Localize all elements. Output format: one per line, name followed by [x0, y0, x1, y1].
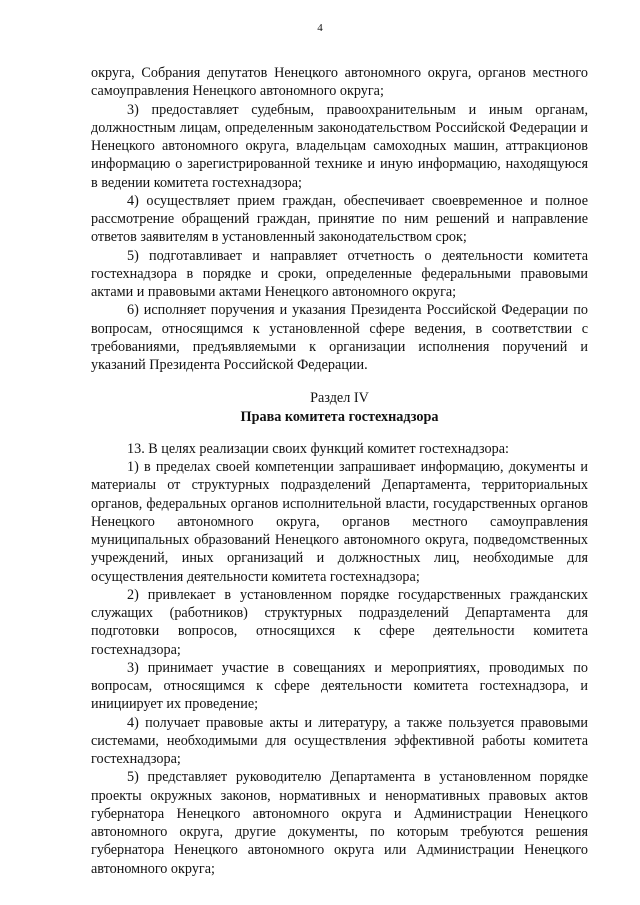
rights-item-4: 4) получает правовые акты и литературу, а также пользуется правовыми системами, необходимыми для осуществления эффективной работы комитета гостехнадзора; — [91, 714, 588, 767]
page-number: 4 — [317, 22, 323, 34]
document-body — [91, 64, 588, 878]
rights-item-5: 5) представляет руководителю Департамента в установленном порядке проекты окружных законов, нормативных и ненормативных правовых актов губернатора Ненецкого автономного округа и Администрации Ненецкого автономного округа, другие документы, по которым требуются решения губернатора Ненецкого автономного округа или Администрации Ненецкого автономного округа; — [91, 769, 588, 877]
section-title: Права комитета гостехнадзора — [240, 408, 439, 425]
paragraph-continuation: округа, Собрания депутатов Ненецкого автономного округа, органов местного самоуправления Ненецкого автономного округа; — [91, 65, 588, 100]
paragraph-item-6: 6) исполняет поручения и указания Президента Российской Федерации по вопросам, относящимся к установленной сфере ведения, в соответствии с требованиями, предъявляемыми к организации исполнения поручений и указаний Президента Российской Федерации. — [91, 302, 588, 373]
paragraph-item-3: 3) предоставляет судебным, правоохранительным и иным органам, должностным лицам, определенным законодательством Российской Федерации и Ненецкого автономного округа, владельцам самоходных машин, аттракционов информацию о зарегистрированной технике и иную информацию, находящуюся в ведении комитета гостехнадзора; — [91, 101, 588, 191]
paragraph-item-5: 5) подготавливает и направляет отчетность о деятельности комитета гостехнадзора в порядке и сроки, определенные федеральными правовыми актами и правовыми актами Ненецкого автономного округа; — [91, 247, 588, 300]
section-label: Раздел IV — [310, 390, 369, 407]
rights-item-2: 2) привлекает в установленном порядке государственных гражданских служащих (работников) структурных подразделений Департамента для подготовки вопросов, относящихся к сфере деятельности комитета гостехнадзора; — [91, 586, 588, 658]
paragraph-item-4: 4) осуществляет прием граждан, обеспечивает своевременное и полное рассмотрение обращений граждан, принятие по ним решений и направление ответов заявителям в установленный законодательством срок; — [91, 192, 588, 246]
rights-item-1: 1) в пределах своей компетенции запрашивает информацию, документы и материалы от структурных подразделений Департамента, территориальных органов, федеральных органов исполнительной власти, государственных органов Ненецкого автономного округа, органов местного самоуправления муниципальных образований Ненецкого автономного округа, подведомственных учреждений, иных организаций и должностных лиц, необходимые для осуществления деятельности комитета гостехнадзора; — [91, 459, 588, 585]
rights-item-3: 3) принимает участие в совещаниях и мероприятиях, проводимых по вопросам, относящимся к сфере деятельности комитета гостехнадзора, и инициирует их проведение; — [91, 659, 588, 713]
rights-intro: 13. В целях реализации своих функций комитет гостехнадзора: — [127, 440, 509, 457]
